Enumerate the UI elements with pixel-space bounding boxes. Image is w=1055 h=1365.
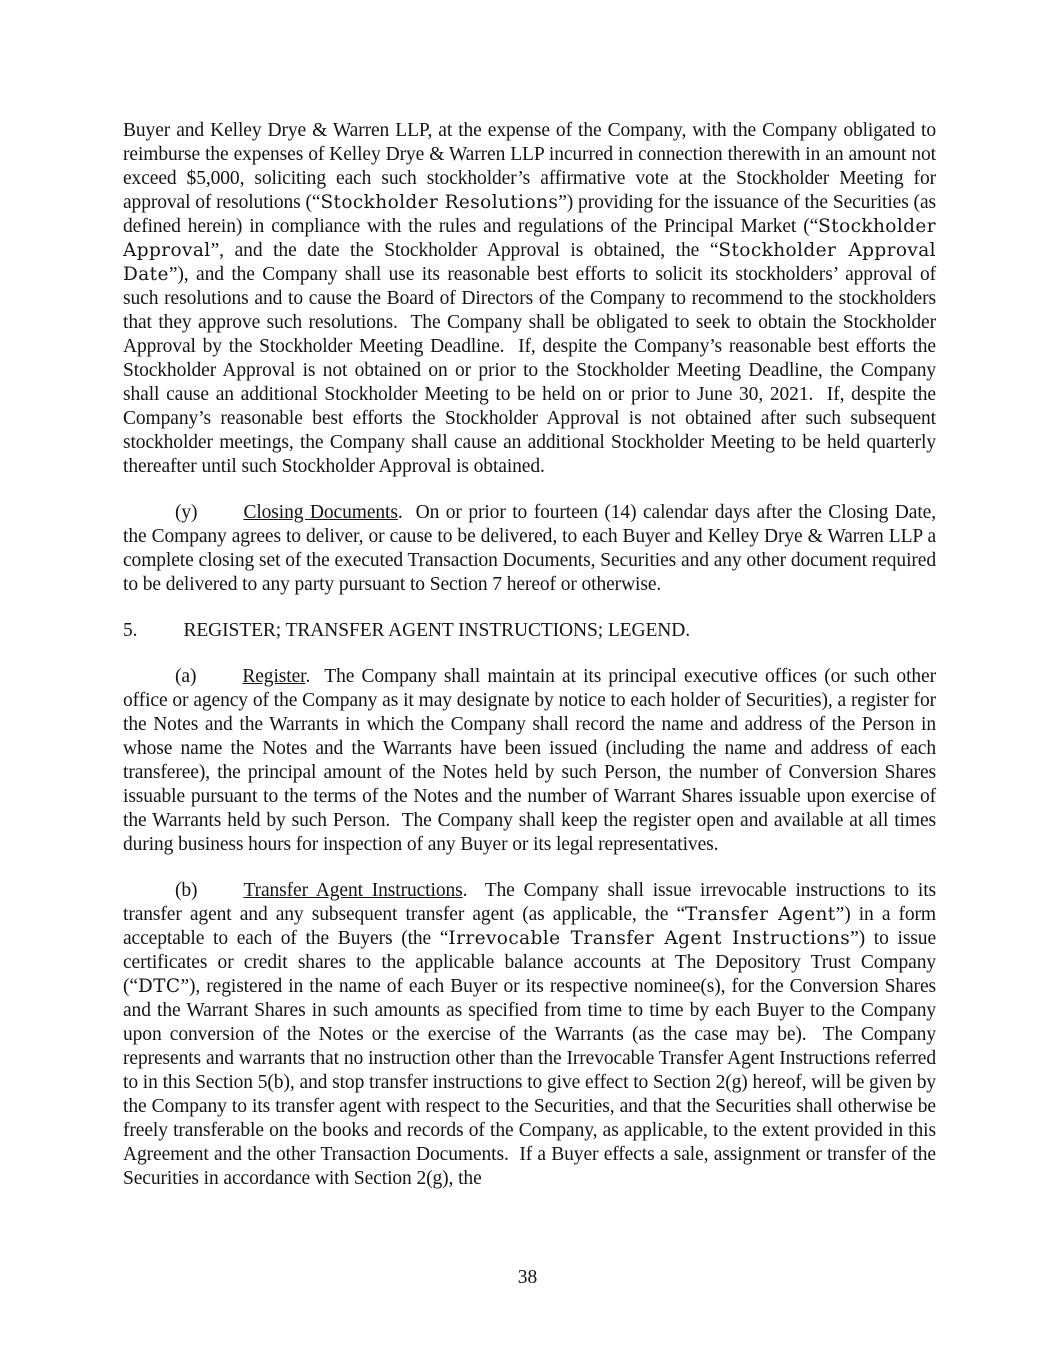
text-run: ”) to issue certificates or credit shares to the applicable balance accounts at The Depository Trust Company (“ bbox=[123, 928, 941, 997]
defined-term: Stockholder Resolutions bbox=[320, 192, 559, 213]
underlined-heading-term: Transfer Agent Instructions bbox=[243, 880, 463, 901]
text-run: (b) bbox=[175, 880, 198, 901]
text-run: ”), registered in the name of each Buyer or its respective nominee(s), for the Conversion Shares and the Warrant Shares in such amounts as specified from time to time by each Buyer to the Company upon conversion of the Notes or the exercise of the Warrants (as the case may be). The Company represents and warrants that no instruction other than the Irrevocable Transfer Agent Instructions referred to in this Section 5(b), and stop transfer instructions to give effect to Section 2(g) hereof, will be given by the Company to its transfer agent with respect to the Securities, and that the Securities shall otherwise be freely transferable on the books and records of the Company, as applicable, to the extent provided in this Agreement and the other Transaction Documents. If a Buyer effects a sale, assignment or transfer of the Securities in accordance with Section 2(g), the bbox=[123, 976, 941, 1189]
text-run: . On or prior to fourteen (14) calendar days after the Closing Date, the Company agrees to deliver, or cause to be delivered, to each Buyer and Kelley Drye & Warren LLP a complete closing set of the executed Transaction Documents, Securities and any other document required to be delivered to any party pursuant to Section 7 hereof or otherwise. bbox=[123, 502, 941, 595]
text-run: ”) in a form acceptable to each of the Buyers (the “ bbox=[123, 904, 941, 949]
text-run: (a) bbox=[175, 666, 197, 687]
text-run: Buyer and Kelley Drye & Warren LLP, at the expense of the Company, with the Company obligated to reimburse the expenses of Kelley Drye & Warren LLP incurred in connection therewith in an amount not exceed $5,000, soliciting each such stockholder’s affirmative vote at the Stockholder Meeting for approval of resolutions (“ bbox=[123, 120, 941, 213]
closing-documents-paragraph bbox=[123, 501, 941, 597]
text-run: ”, and the date the Stockholder Approval is obtained, the “ bbox=[210, 240, 719, 261]
transfer-agent-instructions-paragraph bbox=[123, 879, 941, 1191]
text-run: (y) bbox=[175, 502, 198, 523]
page-number: 38 bbox=[517, 1267, 538, 1288]
defined-term: Transfer Agent bbox=[685, 904, 836, 925]
text-run: ”) providing for the issuance of the Securities (as defined herein) in compliance with the rules and regulations of the Principal Market (“ bbox=[123, 192, 941, 237]
stockholder-approval-continuation-paragraph bbox=[123, 119, 943, 479]
underlined-heading-term: Closing Documents bbox=[243, 502, 398, 523]
underlined-heading-term: Register bbox=[242, 666, 306, 687]
text-run: ”), and the Company shall use its reasonable best efforts to solicit its stockholders’ approval of such resolutions and to cause the Board of Directors of the Company to recommend to the stockholders that they approve such resolutions. The Company shall be obligated to seek to obtain the Stockholder Approval by the Stockholder Meeting Deadline. If, despite the Company’s reasonable best efforts the Stockholder Approval is not obtained on or prior to the Stockholder Meeting Deadline, the Company shall cause an additional Stockholder Meeting to be held on or prior to June 30, 2021. If, despite the Company’s reasonable best efforts the Stockholder Approval is not obtained after such subsequent stockholder meetings, the Company shall cause an additional Stockholder Meeting to be held quarterly thereafter until such Stockholder Approval is obtained. bbox=[123, 264, 941, 477]
defined-term: Stockholder Approval Date bbox=[123, 240, 943, 285]
register-paragraph bbox=[123, 665, 941, 857]
document-body bbox=[123, 119, 943, 1213]
section-5-heading bbox=[123, 619, 936, 643]
text-run: 5. bbox=[123, 620, 138, 641]
text-run: REGISTER; TRANSFER AGENT INSTRUCTIONS; LEGEND. bbox=[183, 620, 691, 641]
text-run: . The Company shall maintain at its principal executive offices (or such other office or agency of the Company as it may designate by notice to each holder of Securities), a register for the Notes and the Warrants in which the Company shall record the name and address of the Person in whose name the Notes and the Warrants have been issued (including the name and address of each transferee), the principal amount of the Notes held by such Person, the number of Conversion Shares issuable pursuant to the terms of the Notes and the number of Warrant Shares issuable upon exercise of the Warrants held by such Person. The Company shall keep the register open and available at all times during business hours for inspection of any Buyer or its legal representatives. bbox=[123, 666, 941, 855]
text-run: . The Company shall issue irrevocable instructions to its transfer agent and any subsequent transfer agent (as applicable, the “ bbox=[123, 880, 941, 925]
defined-term: Stockholder Approval bbox=[123, 216, 943, 261]
defined-term: Irrevocable Transfer Agent Instructions bbox=[448, 928, 851, 949]
defined-term: DTC bbox=[137, 976, 181, 997]
